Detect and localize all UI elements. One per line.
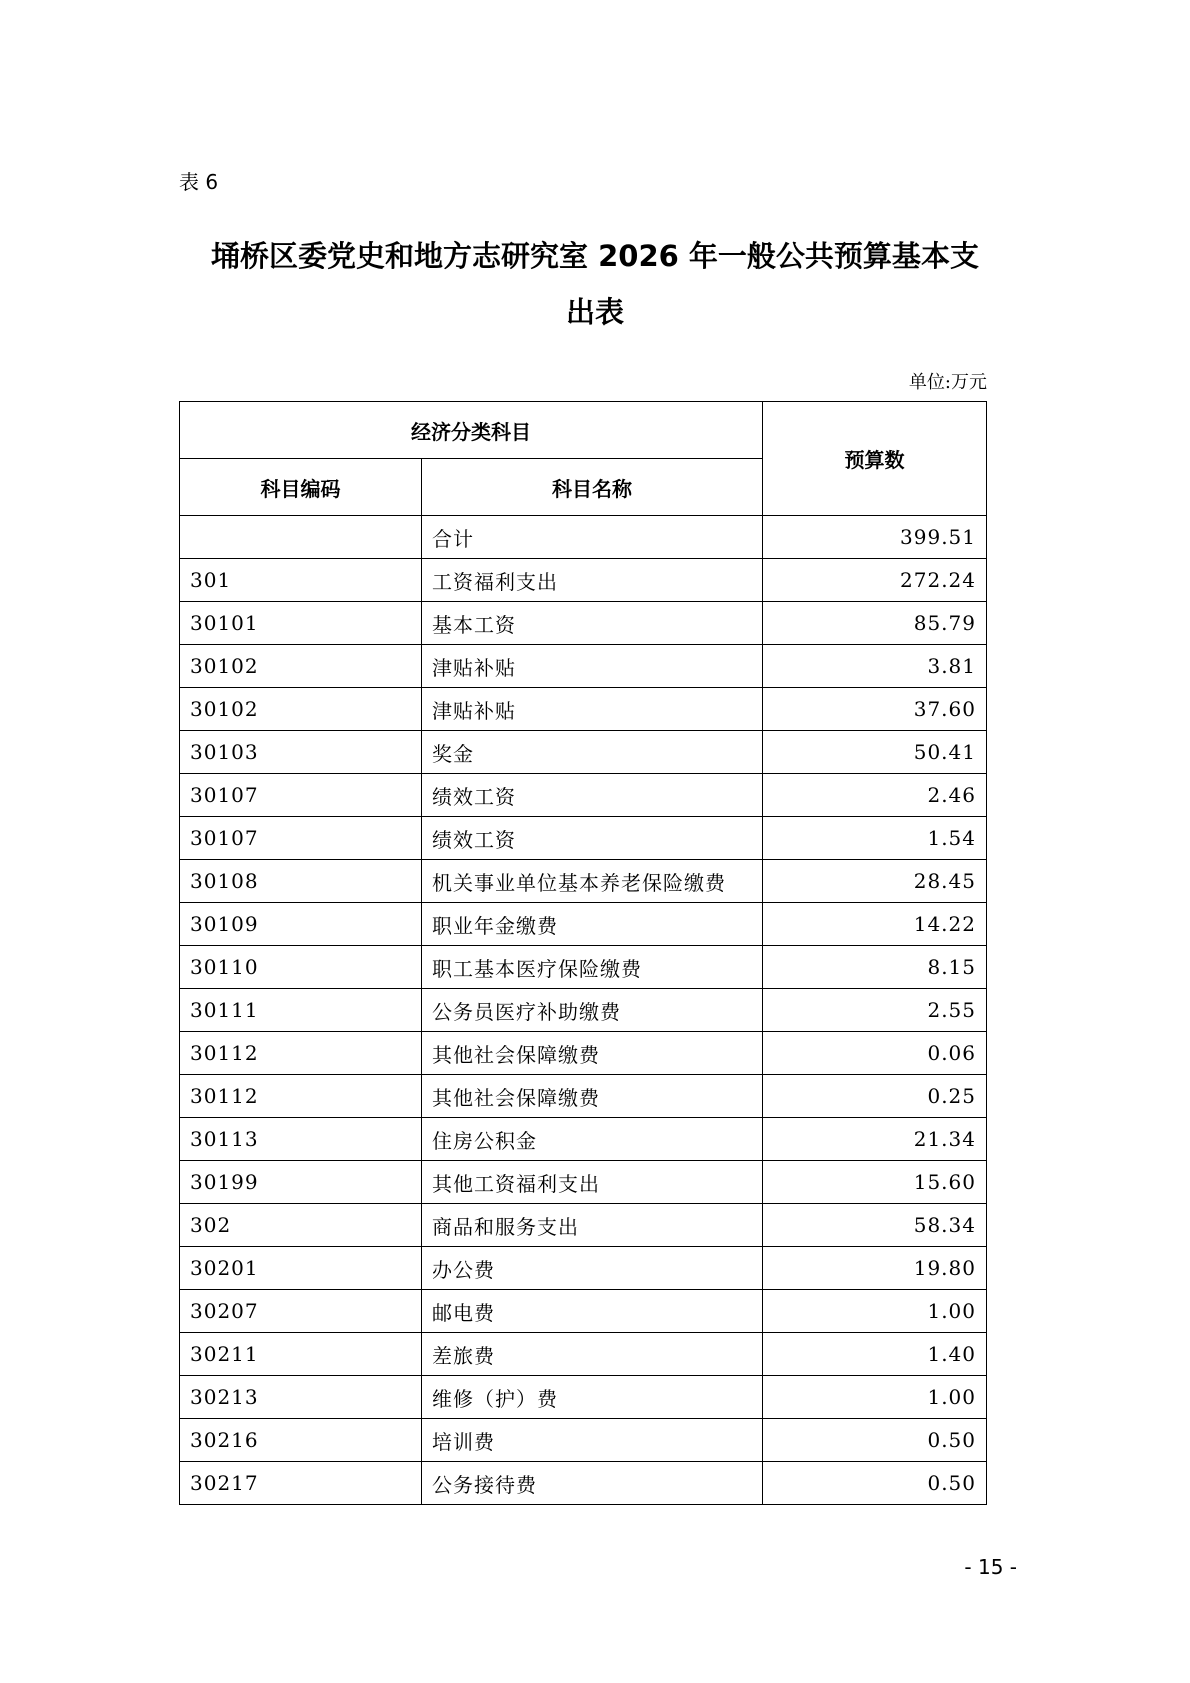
cell-name: 邮电费 bbox=[422, 1290, 763, 1333]
cell-name: 其他工资福利支出 bbox=[422, 1161, 763, 1204]
cell-amount: 0.25 bbox=[763, 1075, 987, 1118]
cell-code: 301 bbox=[180, 559, 422, 602]
cell-amount: 37.60 bbox=[763, 688, 987, 731]
cell-name: 维修（护）费 bbox=[422, 1376, 763, 1419]
cell-name: 机关事业单位基本养老保险缴费 bbox=[422, 860, 763, 903]
page-title-line-2: 出表 bbox=[565, 295, 624, 329]
cell-amount: 19.80 bbox=[763, 1247, 987, 1290]
cell-amount: 50.41 bbox=[763, 731, 987, 774]
table-row bbox=[180, 1204, 987, 1247]
header-name: 科目名称 bbox=[422, 459, 763, 516]
cell-amount: 8.15 bbox=[763, 946, 987, 989]
cell-code: 30102 bbox=[180, 688, 422, 731]
cell-name: 培训费 bbox=[422, 1419, 763, 1462]
cell-amount: 85.79 bbox=[763, 602, 987, 645]
cell-name: 办公费 bbox=[422, 1247, 763, 1290]
cell-amount: 21.34 bbox=[763, 1118, 987, 1161]
cell-code: 30112 bbox=[180, 1075, 422, 1118]
cell-amount: 1.40 bbox=[763, 1333, 987, 1376]
cell-name: 公务员医疗补助缴费 bbox=[422, 989, 763, 1032]
table-row bbox=[180, 989, 987, 1032]
cell-amount: 2.55 bbox=[763, 989, 987, 1032]
cell-amount: 1.00 bbox=[763, 1376, 987, 1419]
cell-code: 30102 bbox=[180, 645, 422, 688]
table-row bbox=[180, 731, 987, 774]
table-row bbox=[180, 688, 987, 731]
cell-code: 30103 bbox=[180, 731, 422, 774]
cell-code: 30112 bbox=[180, 1032, 422, 1075]
cell-amount: 1.54 bbox=[763, 817, 987, 860]
cell-amount: 399.51 bbox=[763, 516, 987, 559]
cell-code: 30211 bbox=[180, 1333, 422, 1376]
cell-name: 绩效工资 bbox=[422, 817, 763, 860]
cell-amount: 58.34 bbox=[763, 1204, 987, 1247]
table-row bbox=[180, 1075, 987, 1118]
table-row bbox=[180, 1032, 987, 1075]
table-row bbox=[180, 559, 987, 602]
unit-label: 单位:万元 bbox=[908, 372, 987, 393]
table-row bbox=[180, 1247, 987, 1290]
table-row bbox=[180, 1333, 987, 1376]
table-row bbox=[180, 817, 987, 860]
table-row bbox=[180, 903, 987, 946]
table-row bbox=[180, 860, 987, 903]
cell-code: 30107 bbox=[180, 817, 422, 860]
cell-name: 其他社会保障缴费 bbox=[422, 1075, 763, 1118]
cell-name: 奖金 bbox=[422, 731, 763, 774]
cell-amount: 1.00 bbox=[763, 1290, 987, 1333]
cell-name: 绩效工资 bbox=[422, 774, 763, 817]
header-amount: 预算数 bbox=[763, 402, 987, 516]
cell-code: 30216 bbox=[180, 1419, 422, 1462]
cell-code: 30110 bbox=[180, 946, 422, 989]
cell-amount: 14.22 bbox=[763, 903, 987, 946]
cell-name: 合计 bbox=[422, 516, 763, 559]
cell-code: 30201 bbox=[180, 1247, 422, 1290]
cell-code: 30111 bbox=[180, 989, 422, 1032]
cell-name: 差旅费 bbox=[422, 1333, 763, 1376]
cell-code bbox=[180, 516, 422, 559]
cell-code: 30107 bbox=[180, 774, 422, 817]
cell-code: 302 bbox=[180, 1204, 422, 1247]
cell-amount: 272.24 bbox=[763, 559, 987, 602]
table-row bbox=[180, 1419, 987, 1462]
cell-code: 30101 bbox=[180, 602, 422, 645]
cell-name: 商品和服务支出 bbox=[422, 1204, 763, 1247]
table-row bbox=[180, 1290, 987, 1333]
table-row bbox=[180, 516, 987, 559]
cell-amount: 0.50 bbox=[763, 1462, 987, 1505]
cell-code: 30199 bbox=[180, 1161, 422, 1204]
cell-code: 30207 bbox=[180, 1290, 422, 1333]
cell-code: 30108 bbox=[180, 860, 422, 903]
table-body bbox=[180, 516, 987, 1505]
cell-name: 工资福利支出 bbox=[422, 559, 763, 602]
page-title-line-1: 埇桥区委党史和地方志研究室 2026 年一般公共预算基本支 bbox=[211, 239, 979, 273]
table-row bbox=[180, 645, 987, 688]
cell-name: 津贴补贴 bbox=[422, 645, 763, 688]
table-row bbox=[180, 946, 987, 989]
table-row bbox=[180, 1376, 987, 1419]
cell-name: 其他社会保障缴费 bbox=[422, 1032, 763, 1075]
cell-name: 职工基本医疗保险缴费 bbox=[422, 946, 763, 989]
header-code: 科目编码 bbox=[180, 459, 422, 516]
cell-code: 30109 bbox=[180, 903, 422, 946]
table-row bbox=[180, 1462, 987, 1505]
cell-name: 公务接待费 bbox=[422, 1462, 763, 1505]
cell-name: 津贴补贴 bbox=[422, 688, 763, 731]
table-row bbox=[180, 774, 987, 817]
cell-amount: 0.50 bbox=[763, 1419, 987, 1462]
cell-code: 30213 bbox=[180, 1376, 422, 1419]
cell-amount: 28.45 bbox=[763, 860, 987, 903]
table-row bbox=[180, 1161, 987, 1204]
page-number: - 15 - bbox=[964, 1555, 1017, 1579]
table-label: 表 6 bbox=[179, 170, 219, 194]
table-row bbox=[180, 602, 987, 645]
cell-name: 住房公积金 bbox=[422, 1118, 763, 1161]
cell-amount: 3.81 bbox=[763, 645, 987, 688]
cell-name: 职业年金缴费 bbox=[422, 903, 763, 946]
table-row bbox=[180, 1118, 987, 1161]
cell-amount: 15.60 bbox=[763, 1161, 987, 1204]
cell-amount: 0.06 bbox=[763, 1032, 987, 1075]
cell-code: 30113 bbox=[180, 1118, 422, 1161]
header-economic-category: 经济分类科目 bbox=[180, 402, 763, 459]
cell-amount: 2.46 bbox=[763, 774, 987, 817]
cell-name: 基本工资 bbox=[422, 602, 763, 645]
budget-table bbox=[179, 401, 987, 1505]
cell-code: 30217 bbox=[180, 1462, 422, 1505]
